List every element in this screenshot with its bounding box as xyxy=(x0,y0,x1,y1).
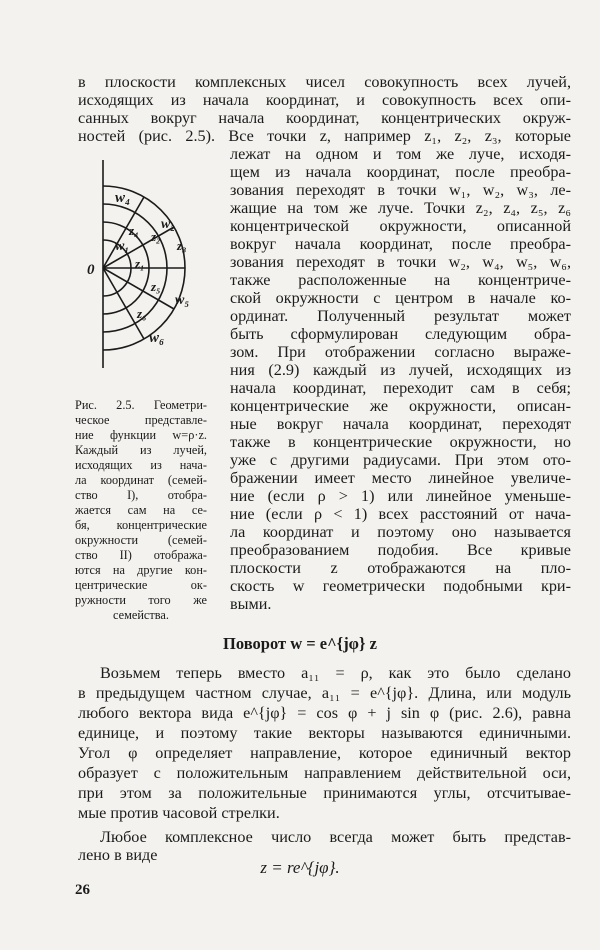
caption-line: ла координат (семей- xyxy=(75,473,207,487)
text-line: также в концентрические окружности, но xyxy=(230,433,571,451)
caption-line: исходящих из нача- xyxy=(75,458,207,472)
text-line: образует с положительным направлением действительной оси, xyxy=(78,764,571,782)
text-line: зом. При отображении согласно выраже- xyxy=(230,343,571,361)
text-line: скость w геометрически подобными кри- xyxy=(230,577,571,595)
text-line: лежат на одном и том же луче, исходя- xyxy=(230,145,571,163)
caption-line: ство II) отобража- xyxy=(75,548,207,562)
caption-line: бя, концентрические xyxy=(75,518,207,532)
text-line: концентрические же окружности, описан- xyxy=(230,397,571,415)
text-line: в плоскости комплексных чисел совокупность всех лучей, xyxy=(78,73,571,91)
text-line: Угол φ определяет направление, которое единичный вектор xyxy=(78,744,571,762)
caption-line: ство I), отобра- xyxy=(75,488,207,502)
label-w4: w₄ xyxy=(115,190,131,206)
text-line: Возьмем теперь вместо a₁₁ = ρ, как это было сделано xyxy=(100,664,571,682)
caption-line: окружности (семей- xyxy=(75,533,207,547)
label-w1: w₁ xyxy=(115,239,130,254)
text-line: также расположенные на концентриче- xyxy=(230,271,571,289)
label-z6: z₆ xyxy=(137,306,147,321)
label-z3: z₃ xyxy=(177,238,187,253)
caption-line: ние функции w=ρ·z. xyxy=(75,428,207,442)
caption-line: ются на другие кон- xyxy=(75,563,207,577)
text-line: щем из начала координат, после преобра- xyxy=(230,163,571,181)
text-line: жащие на том же луче. Точки z₂, z₄, z₅, z₆ xyxy=(230,199,571,217)
text-line: ординат. Полученный результат может xyxy=(230,307,571,325)
caption-line: Каждый из лучей, xyxy=(75,443,207,457)
text-line: исходящих из начала координат, и совокупность всех опи- xyxy=(78,91,571,109)
text-line: мые против часовой стрелки. xyxy=(78,804,280,822)
caption-line: жается сам на се- xyxy=(75,503,207,517)
text-line: лено в виде xyxy=(78,846,158,864)
text-line: ской окружности с центром в начале ко- xyxy=(230,289,571,307)
figure-2-5 xyxy=(83,158,208,383)
text-line: любого вектора вида e^{jφ} = cos φ + j sin φ (рис. 2.6), равна xyxy=(78,704,571,722)
formula: z = re^{jφ}. xyxy=(260,858,340,877)
text-line: единице, и поэтому такие векторы называются единичными. xyxy=(78,724,571,742)
caption-line: ческое представле- xyxy=(75,413,207,427)
text-line: санных вокруг начала координат, концентрических окруж- xyxy=(78,109,571,127)
text-line: быть сформулирован следующим обра- xyxy=(230,325,571,343)
caption-line: Рис. 2.5. Геометри- xyxy=(75,398,207,412)
label-z5: z₅ xyxy=(151,279,161,294)
text-line: ния (2.9) каждый из лучей, исходящих из xyxy=(230,361,571,379)
text-line: ние (если ρ < 1) всех расстояний от нача- xyxy=(230,505,571,523)
section-heading: Поворот w = e^{jφ} z xyxy=(223,634,377,653)
text-line: ностей (рис. 2.5). Все точки z, например z₁, z₂, z₃, которые xyxy=(78,127,571,145)
text-line: уже с другими радиусами. При этом ото- xyxy=(230,451,571,469)
text-line: бражении имеет место линейное увеличе- xyxy=(230,469,571,487)
text-line: ные вокруг начала координат, переходят xyxy=(230,415,571,433)
text-line: ла координат и поэтому оно называется xyxy=(230,523,571,541)
page-number: 26 xyxy=(75,882,90,898)
caption-line: семейства. xyxy=(113,608,169,622)
caption-line: ружности того же xyxy=(75,593,207,607)
text-line: зования переходят в точки w₂, w₄, w₅, w₆, xyxy=(230,253,571,271)
caption-line: центрические ок- xyxy=(75,578,207,592)
label-z4: z₄ xyxy=(129,223,139,238)
label-w2: w₂ xyxy=(161,217,176,232)
text-line: выми. xyxy=(230,595,272,613)
label-w6: w₆ xyxy=(149,330,165,346)
label-z2: z₂ xyxy=(151,229,161,244)
label-z1: z₁ xyxy=(135,256,145,271)
text-line: плоскости z отображаются на пло- xyxy=(230,559,571,577)
text-line: начала координат, переходит сам в себя; xyxy=(230,379,571,397)
text-line: в предыдущем частном случае, a₁₁ = e^{jφ}. Длина, или модуль xyxy=(78,684,571,702)
text-line: Любое комплексное число всегда может быть представ- xyxy=(100,828,571,846)
text-line: концентрической окружности, описанной xyxy=(230,217,571,235)
text-line: ние (если ρ > 1) или линейное уменьше- xyxy=(230,487,571,505)
text-line: вокруг начала координат, после преобра- xyxy=(230,235,571,253)
text-line: преобразованием подобия. Все кривые xyxy=(230,541,571,559)
label-w5: w₅ xyxy=(175,293,190,308)
origin-label: 0 xyxy=(87,262,95,278)
text-line: при этом за положительные принимаются углы, отсчитывае- xyxy=(78,784,571,802)
text-line: зования переходят в точки w₁, w₂, w₃, ле- xyxy=(230,181,571,199)
